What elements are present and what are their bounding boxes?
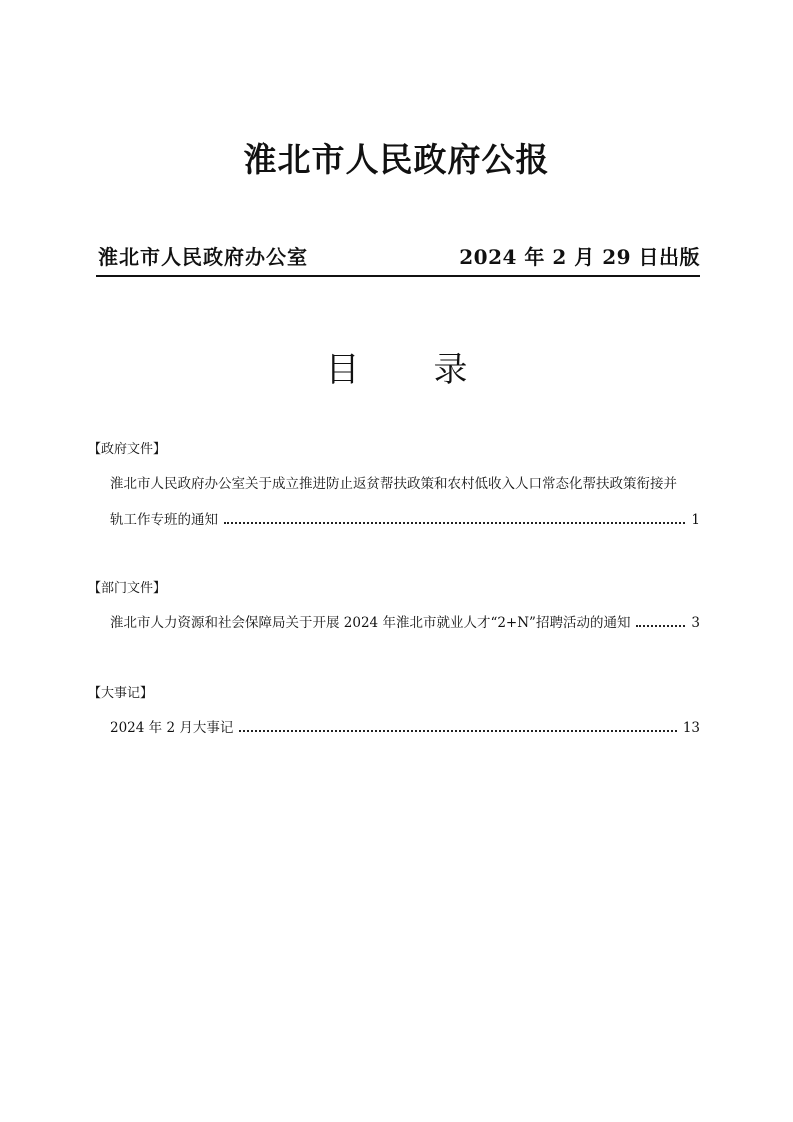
publisher-office: 淮北市人民政府办公室 bbox=[98, 245, 308, 269]
publication-date: 2024 年 2 月 29 日出版 bbox=[459, 245, 700, 269]
section-label-government-documents: 【政府文件】 bbox=[88, 442, 167, 457]
header-divider bbox=[96, 275, 700, 277]
dot-leader bbox=[239, 730, 676, 732]
dot-leader bbox=[224, 522, 685, 524]
toc-page-number: 3 bbox=[691, 615, 700, 631]
toc-entry-title: 淮北市人力资源和社会保障局关于开展 2024 年淮北市就业人才“2+N”招聘活动的通知 bbox=[110, 615, 631, 631]
toc-entry[interactable] bbox=[110, 510, 700, 530]
toc-page-number: 1 bbox=[691, 512, 700, 528]
bulletin-title: 淮北市人民政府公报 bbox=[243, 140, 550, 179]
toc-entry-line[interactable]: 淮北市人民政府办公室关于成立推进防止返贫帮扶政策和农村低收入人口常态化帮扶政策衔接并 bbox=[110, 476, 677, 492]
toc-heading bbox=[0, 348, 793, 392]
toc-entry[interactable] bbox=[110, 718, 700, 738]
toc-page-number: 13 bbox=[682, 720, 700, 736]
toc-entry[interactable] bbox=[110, 613, 700, 633]
toc-heading-right: 录 bbox=[433, 350, 468, 390]
toc-entry-title: 2024 年 2 月大事记 bbox=[110, 720, 234, 736]
section-label-department-documents: 【部门文件】 bbox=[88, 581, 167, 596]
toc-entry-title: 轨工作专班的通知 bbox=[110, 512, 218, 528]
section-label-major-events: 【大事记】 bbox=[88, 686, 154, 701]
dot-leader bbox=[636, 625, 685, 627]
publication-info bbox=[96, 242, 700, 272]
toc-heading-left: 目 bbox=[325, 350, 360, 390]
